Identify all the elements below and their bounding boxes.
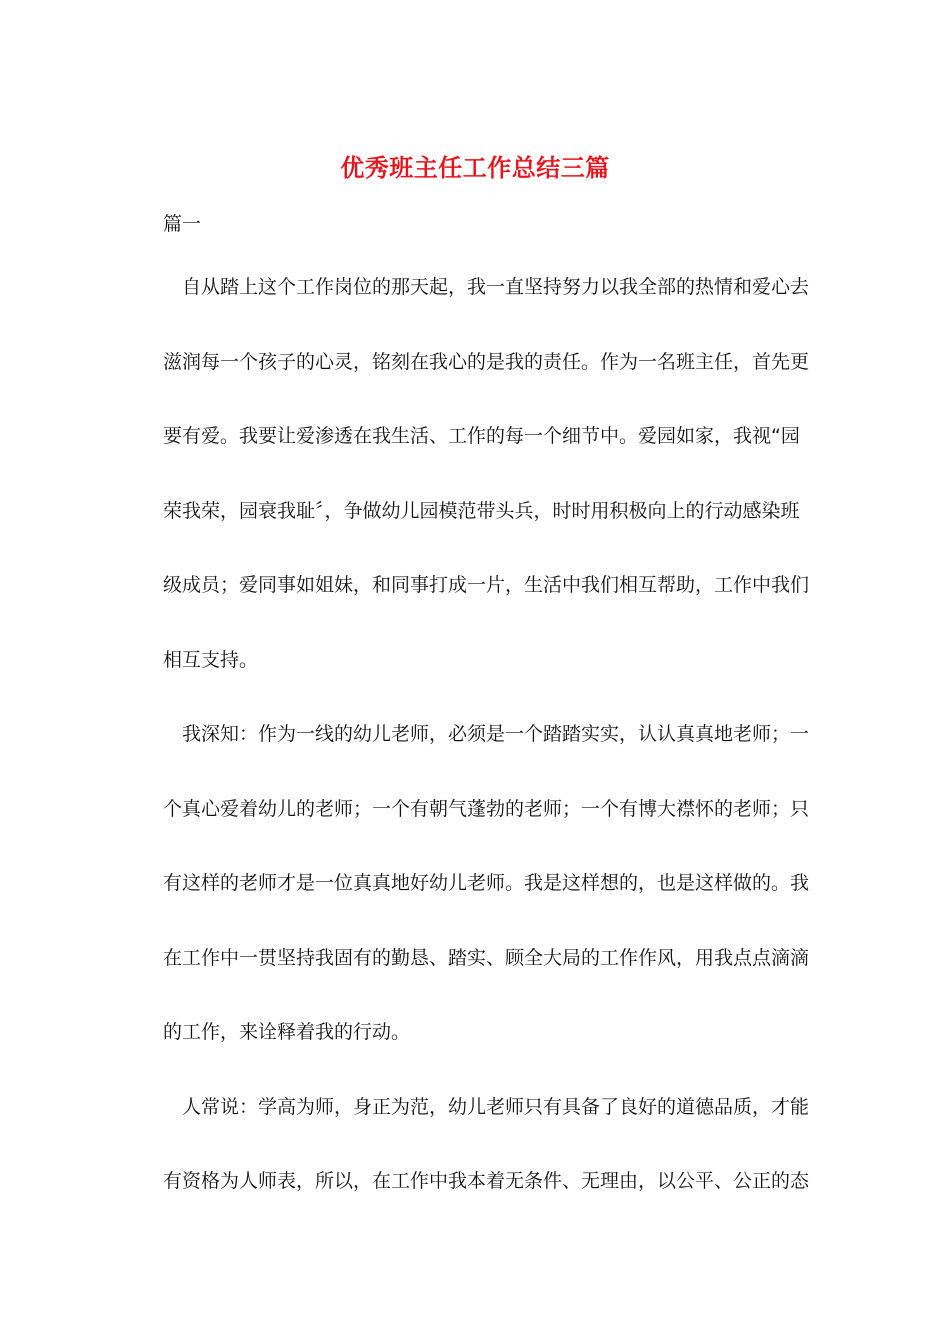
paragraph (144, 714, 810, 1087)
text-line: 要有爱。我要让爱渗透在我生活、工作的每一个细节中。爱园如家，我视“园 (163, 425, 800, 447)
paragraph (144, 1087, 810, 1236)
text-line: 相互支持。 (163, 648, 259, 671)
text-line: 级成员；爱同事如姐妹，和同事打成一片，生活中我们相互帮助，工作中我们 (163, 574, 810, 596)
text-line: 在工作中一贯坚持我固有的勤恳、踏实、顾全大局的工作作风，用我点点滴滴 (163, 946, 810, 969)
text-line: 人常说：学高为师，身正为范，幼儿老师只有具备了良好的道德品质，才能 (182, 1095, 810, 1118)
text-line: 的工作，来诠释着我的行动。 (163, 1021, 411, 1043)
text-line: 个真心爱着幼儿的老师；一个有朝气蓬勃的老师；一个有博大襟怀的老师；只 (163, 797, 810, 820)
text-line: 自从踏上这个工作岗位的那天起，我一直坚持努力以我全部的热情和爱心去 (182, 276, 810, 298)
document-title: 优秀班主任工作总结三篇 (340, 153, 610, 182)
section-label: 篇一 (163, 213, 202, 235)
text-line: 我深知：作为一线的幼儿老师，必须是一个踏踏实实，认认真真地老师；一 (182, 723, 810, 745)
text-line: 有这样的老师才是一位真真地好幼儿老师。我是这样想的，也是这样做的。我 (163, 872, 810, 894)
text-line: 滋润每一个孩子的心灵，铭刻在我心的是我的责任。作为一名班主任，首先更 (163, 350, 810, 373)
text-line: 有资格为人师表，所以，在工作中我本着无条件、无理由，以公平、公正的态 (163, 1170, 810, 1192)
document-body (144, 267, 810, 1236)
text-line: 荣我荣，园衰我耻〞，争做幼儿园模范带头兵，时时用积极向上的行动感染班 (163, 499, 800, 522)
paragraph (144, 267, 810, 714)
